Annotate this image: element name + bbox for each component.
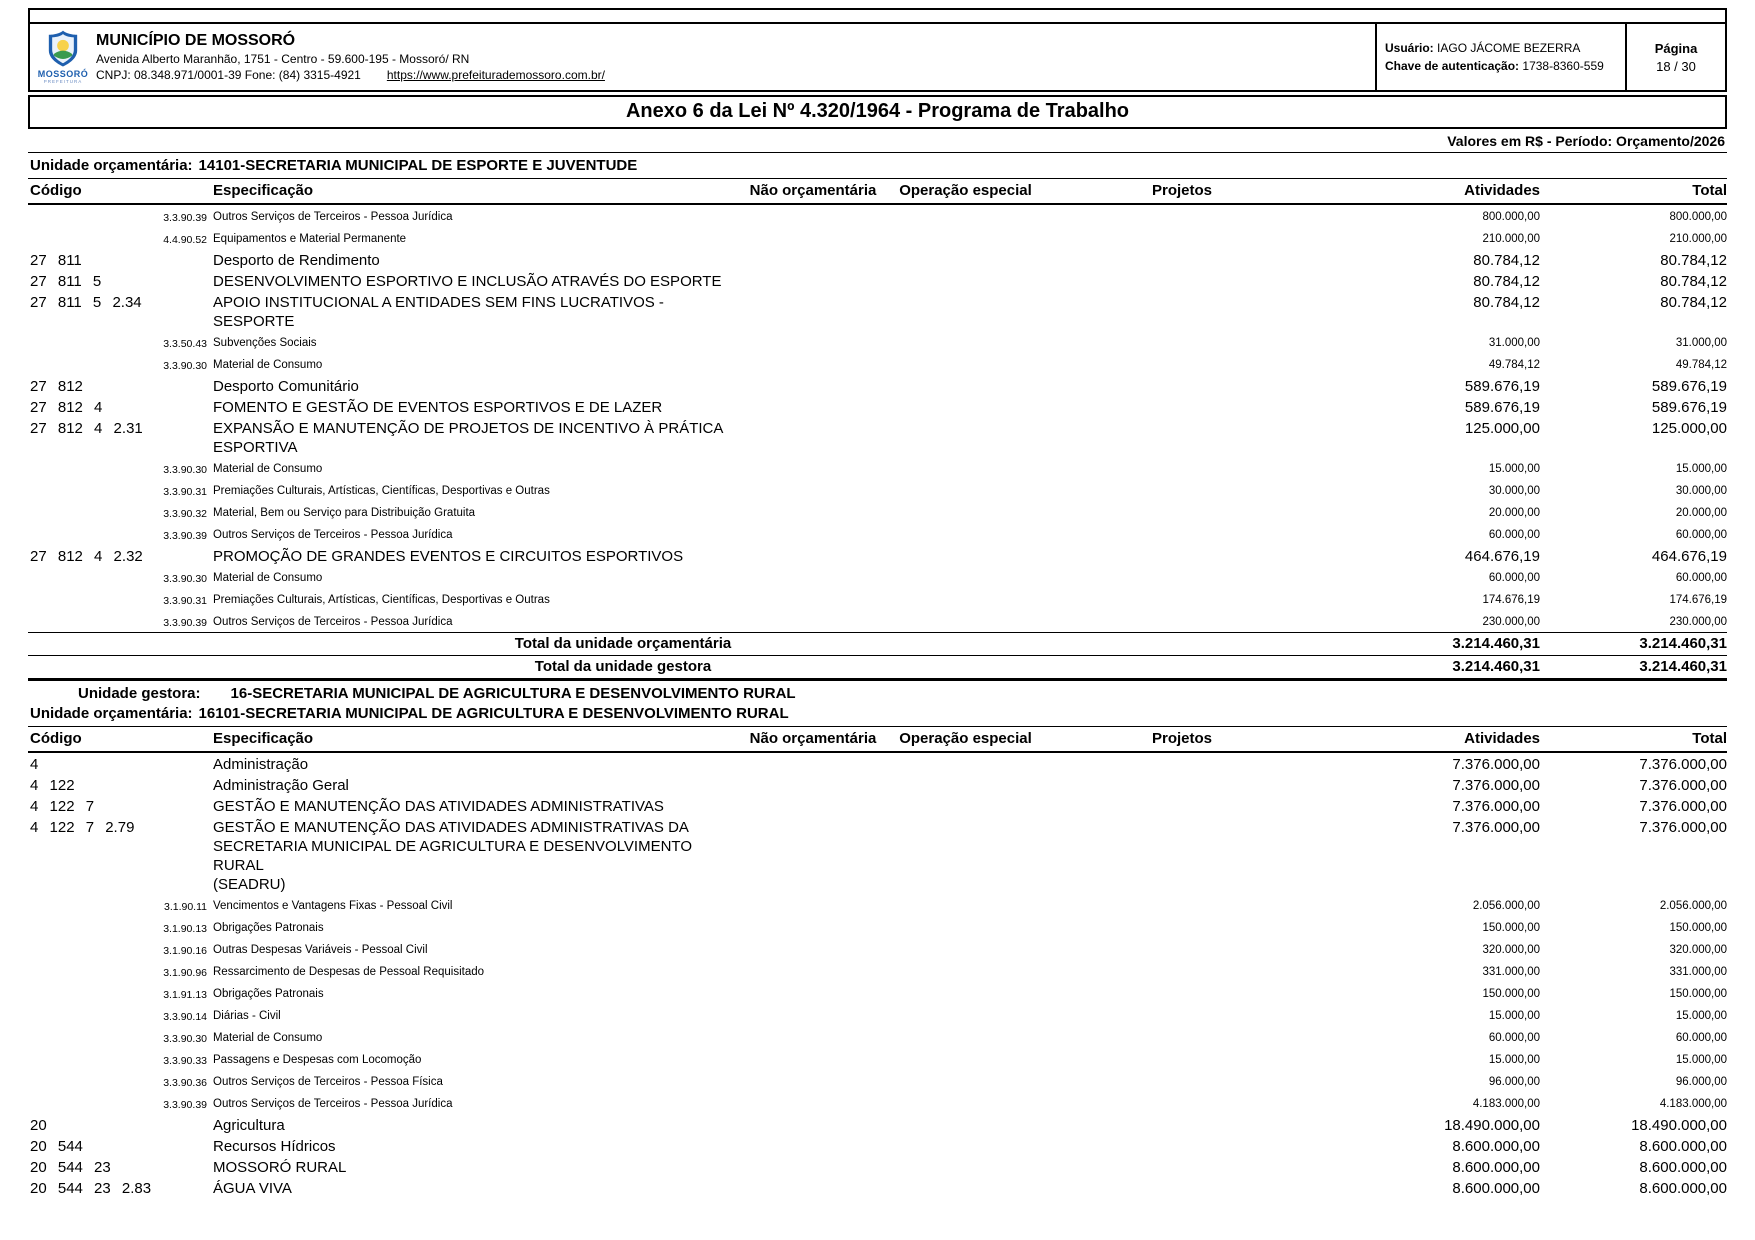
row-specification: Obrigações Patronais (213, 988, 324, 1000)
row-code: 3.3.90.36 (163, 1077, 207, 1089)
row-code: 3.3.90.31 (163, 595, 207, 607)
row-specification: GESTÃO E MANUTENÇÃO DAS ATIVIDADES ADMINISTRATIVAS (213, 798, 664, 815)
cell-total: 331.000,00 (1669, 966, 1727, 978)
column-header: Atividades (1464, 182, 1540, 199)
row-specification: Outros Serviços de Terceiros - Pessoa Física (213, 1076, 443, 1088)
column-header: Projetos (1151, 730, 1212, 747)
cell-atividades: 30.000,00 (1488, 485, 1540, 497)
website-link[interactable]: https://www.prefeiturademossoro.com.br/ (386, 68, 605, 82)
row-code: 3.3.90.30 (163, 360, 207, 372)
total-row-label: Total da unidade gestora (534, 658, 712, 675)
row-specification: Agricultura (213, 1117, 285, 1134)
row-code: 4 (30, 756, 39, 773)
cell-atividades: 230.000,00 (1482, 616, 1540, 628)
logo-wordmark: MOSSORÓ (37, 69, 89, 79)
row-code: 3.3.90.30 (163, 464, 207, 476)
table-row (28, 982, 1727, 1004)
cell-atividades: 4.183.000,00 (1472, 1098, 1540, 1110)
table-row (28, 227, 1727, 249)
total-total: 3.214.460,31 (1639, 658, 1727, 675)
row-specification: Outros Serviços de Terceiros - Pessoa Jurídica (213, 211, 453, 223)
row-code: 3.3.90.31 (163, 486, 207, 498)
row-code: 20 544 23 2.83 (30, 1180, 152, 1197)
table-row (28, 894, 1727, 916)
cell-total: 18.490.000,00 (1631, 1117, 1727, 1134)
table-row (28, 523, 1727, 545)
column-header: Projetos (1151, 182, 1212, 199)
cell-atividades: 96.000,00 (1488, 1076, 1540, 1088)
table-header-row (28, 179, 1727, 205)
row-code: 3.3.90.39 (163, 617, 207, 629)
cell-atividades: 7.376.000,00 (1452, 777, 1540, 794)
cell-atividades: 464.676,19 (1464, 548, 1540, 565)
table-row (28, 249, 1727, 270)
cell-atividades: 150.000,00 (1482, 988, 1540, 1000)
cell-total: 15.000,00 (1675, 1010, 1727, 1022)
cell-total: 589.676,19 (1651, 399, 1727, 416)
cell-atividades: 174.676,19 (1482, 594, 1540, 606)
table-header-row (28, 727, 1727, 753)
column-header: Não orçamentária (749, 182, 877, 199)
row-specification: APOIO INSTITUCIONAL A ENTIDADES SEM FINS LUCRATIVOS - SESPORTE (213, 294, 664, 330)
column-header: Atividades (1464, 730, 1540, 747)
total-row (28, 655, 1727, 681)
table-section (28, 153, 1727, 681)
cell-total: 210.000,00 (1669, 233, 1727, 245)
period-note: Valores em R$ - Período: Orçamento/2026 (28, 129, 1727, 153)
column-header: Código (30, 182, 82, 199)
row-code: 4 122 (30, 777, 75, 794)
cell-atividades: 210.000,00 (1482, 233, 1540, 245)
row-specification: Ressarcimento de Despesas de Pessoal Requisitado (213, 966, 485, 978)
row-specification: Subvenções Sociais (213, 337, 317, 349)
cell-atividades: 125.000,00 (1464, 420, 1540, 437)
table-row (28, 1114, 1727, 1135)
total-row-label: Total da unidade orçamentária (514, 635, 732, 652)
cell-total: 150.000,00 (1669, 988, 1727, 1000)
crest-icon (43, 29, 83, 69)
cell-atividades: 589.676,19 (1464, 378, 1540, 395)
page-number-block (1625, 24, 1725, 90)
row-code: 27 812 4 (30, 399, 103, 416)
cell-total: 464.676,19 (1651, 548, 1727, 565)
cell-total: 30.000,00 (1675, 485, 1727, 497)
unit-heading-label: Unidade orçamentária: (30, 157, 193, 174)
row-code: 3.1.91.13 (163, 989, 207, 1001)
table-row (28, 1156, 1727, 1177)
row-specification: GESTÃO E MANUTENÇÃO DAS ATIVIDADES ADMINISTRATIVAS DA SECRETARIA MUNICIPAL DE AGRICULTURA E DESENVOLVIMENTO RURAL (SEADRU) (213, 819, 692, 893)
cell-total: 2.056.000,00 (1659, 900, 1727, 912)
table-row (28, 479, 1727, 501)
cell-atividades: 331.000,00 (1482, 966, 1540, 978)
unit-heading-value: 16101-SECRETARIA MUNICIPAL DE AGRICULTURA E DESENVOLVIMENTO RURAL (198, 705, 789, 722)
cell-total: 60.000,00 (1675, 529, 1727, 541)
cell-atividades: 20.000,00 (1488, 507, 1540, 519)
user-line (1385, 41, 1617, 55)
cell-total: 8.600.000,00 (1639, 1138, 1727, 1155)
row-code: 20 544 (30, 1138, 83, 1155)
auth-key-value: 1738-8360-559 (1522, 59, 1604, 73)
row-specification: Material de Consumo (213, 359, 323, 371)
row-code: 3.3.50.43 (163, 338, 207, 350)
unit-heading-value: 16-SECRETARIA MUNICIPAL DE AGRICULTURA E DESENVOLVIMENTO RURAL (230, 685, 796, 702)
table-row (28, 795, 1727, 816)
user-info-block (1375, 24, 1625, 90)
table-row (28, 205, 1727, 227)
cell-total: 320.000,00 (1669, 944, 1727, 956)
row-specification: ÁGUA VIVA (213, 1180, 292, 1197)
table-row (28, 501, 1727, 523)
row-specification: Material de Consumo (213, 1032, 323, 1044)
row-specification: Vencimentos e Vantagens Fixas - Pessoal Civil (213, 900, 453, 912)
unit-heading-value: 14101-SECRETARIA MUNICIPAL DE ESPORTE E JUVENTUDE (198, 157, 638, 174)
row-code: 27 811 (30, 252, 82, 269)
table-row (28, 375, 1727, 396)
auth-key-label: Chave de autenticação: (1385, 59, 1520, 73)
cell-total: 20.000,00 (1675, 507, 1727, 519)
table-row (28, 1026, 1727, 1048)
table-row (28, 1177, 1727, 1198)
row-code: 4 122 7 (30, 798, 95, 815)
logo-subtext: PREFEITURA (43, 79, 83, 84)
row-specification: Desporto Comunitário (213, 378, 359, 395)
table-row (28, 396, 1727, 417)
row-specification: Recursos Hídricos (213, 1138, 336, 1155)
row-code: 27 811 5 (30, 273, 102, 290)
row-specification: Obrigações Patronais (213, 922, 324, 934)
row-specification: Material de Consumo (213, 572, 323, 584)
row-specification: Material, Bem ou Serviço para Distribuição Gratuita (213, 507, 476, 519)
cell-total: 80.784,12 (1660, 294, 1727, 311)
cell-atividades: 80.784,12 (1473, 294, 1540, 311)
unit-headings (28, 153, 1727, 179)
cell-total: 7.376.000,00 (1639, 798, 1727, 815)
cell-atividades: 150.000,00 (1482, 922, 1540, 934)
row-specification: Administração (213, 756, 309, 773)
total-atividades: 3.214.460,31 (1452, 658, 1540, 675)
cell-total: 80.784,12 (1660, 273, 1727, 290)
row-specification: PROMOÇÃO DE GRANDES EVENTOS E CIRCUITOS ESPORTIVOS (213, 548, 684, 565)
cell-total: 60.000,00 (1675, 572, 1727, 584)
total-row (28, 632, 1727, 655)
row-code: 3.3.90.39 (163, 530, 207, 542)
row-code: 3.1.90.96 (163, 967, 207, 979)
column-header: Especificação (213, 730, 314, 747)
cell-total: 60.000,00 (1675, 1032, 1727, 1044)
cell-atividades: 7.376.000,00 (1452, 756, 1540, 773)
row-specification: FOMENTO E GESTÃO DE EVENTOS ESPORTIVOS E DE LAZER (213, 399, 663, 416)
table-row (28, 610, 1727, 632)
row-specification: Outras Despesas Variáveis - Pessoal Civil (213, 944, 428, 956)
row-code: 3.3.90.39 (163, 1099, 207, 1111)
column-header: Total (1692, 182, 1727, 199)
cell-atividades: 8.600.000,00 (1452, 1159, 1540, 1176)
cnpj-phone-text: CNPJ: 08.348.971/0001-39 Fone: (84) 3315-4921 (96, 68, 361, 82)
cell-atividades: 80.784,12 (1473, 273, 1540, 290)
row-specification: Equipamentos e Material Permanente (213, 233, 407, 245)
table-row (28, 774, 1727, 795)
row-specification: Premiações Culturais, Artísticas, Científicas, Desportivas e Outras (213, 485, 550, 497)
row-specification: Passagens e Despesas com Locomoção (213, 1054, 422, 1066)
cell-total: 49.784,12 (1675, 359, 1727, 371)
cell-atividades: 31.000,00 (1488, 337, 1540, 349)
cell-total: 15.000,00 (1675, 1054, 1727, 1066)
row-specification: Diárias - Civil (213, 1010, 281, 1022)
row-specification: EXPANSÃO E MANUTENÇÃO DE PROJETOS DE INCENTIVO À PRÁTICA ESPORTIVA (213, 420, 724, 456)
cell-atividades: 320.000,00 (1482, 944, 1540, 956)
header-top-strip (30, 10, 1725, 24)
unit-heading (28, 704, 1727, 724)
row-code: 3.1.90.16 (163, 945, 207, 957)
row-code: 3.3.90.39 (163, 212, 207, 224)
table-row (28, 938, 1727, 960)
report-sections (28, 153, 1727, 1198)
unit-heading-label: Unidade orçamentária: (30, 705, 193, 722)
table-row (28, 916, 1727, 938)
report-title: Anexo 6 da Lei Nº 4.320/1964 - Programa de Trabalho (28, 95, 1727, 129)
row-specification: DESENVOLVIMENTO ESPORTIVO E INCLUSÃO ATRAVÉS DO ESPORTE (213, 273, 722, 290)
cell-total: 8.600.000,00 (1639, 1180, 1727, 1197)
municipality-cnpj-phone (96, 68, 605, 82)
row-code: 27 812 4 2.32 (30, 548, 143, 565)
unit-heading (28, 156, 1727, 176)
cell-atividades: 7.376.000,00 (1452, 798, 1540, 815)
row-code: 27 812 (30, 378, 83, 395)
cell-atividades: 589.676,19 (1464, 399, 1540, 416)
municipality-name: MUNICÍPIO DE MOSSORÓ (96, 32, 296, 49)
cell-total: 150.000,00 (1669, 922, 1727, 934)
row-code: 3.3.90.14 (163, 1011, 207, 1023)
table-row (28, 566, 1727, 588)
cell-total: 800.000,00 (1669, 211, 1727, 223)
row-code: 27 811 5 2.34 (30, 294, 142, 311)
mossoro-crest-logo (37, 29, 89, 85)
table-row (28, 753, 1727, 774)
cell-total: 589.676,19 (1651, 378, 1727, 395)
cell-total: 8.600.000,00 (1639, 1159, 1727, 1176)
row-code: 3.1.90.11 (163, 901, 207, 913)
table-row (28, 588, 1727, 610)
row-code: 3.3.90.33 (163, 1055, 207, 1067)
cell-atividades: 8.600.000,00 (1452, 1138, 1540, 1155)
table-row (28, 960, 1727, 982)
cell-atividades: 7.376.000,00 (1452, 819, 1540, 836)
row-code: 3.3.90.30 (163, 573, 207, 585)
cell-atividades: 49.784,12 (1488, 359, 1540, 371)
total-atividades: 3.214.460,31 (1452, 635, 1540, 652)
cell-atividades: 15.000,00 (1488, 463, 1540, 475)
cell-atividades: 8.600.000,00 (1452, 1180, 1540, 1197)
auth-line (1385, 59, 1617, 73)
cell-total: 7.376.000,00 (1639, 756, 1727, 773)
row-code: 27 812 4 2.31 (30, 420, 143, 437)
cell-total: 96.000,00 (1675, 1076, 1727, 1088)
column-header: Não orçamentária (749, 730, 877, 747)
column-header: Total (1692, 730, 1727, 747)
cell-total: 80.784,12 (1660, 252, 1727, 269)
row-specification: Premiações Culturais, Artísticas, Científicas, Desportivas e Outras (213, 594, 550, 606)
row-code: 3.3.90.30 (163, 1033, 207, 1045)
table-row (28, 816, 1727, 894)
page-value: 18 / 30 (1656, 58, 1696, 74)
table-row (28, 353, 1727, 375)
row-code: 20 (30, 1117, 47, 1134)
table-row (28, 417, 1727, 457)
table-row (28, 545, 1727, 566)
user-label: Usuário: (1385, 41, 1434, 55)
row-specification: Desporto de Rendimento (213, 252, 380, 269)
row-specification: MOSSORÓ RURAL (213, 1159, 347, 1176)
row-specification: Material de Consumo (213, 463, 323, 475)
table-row (28, 1048, 1727, 1070)
unit-headings (28, 681, 1727, 727)
table-row (28, 331, 1727, 353)
row-code: 3.1.90.13 (163, 923, 207, 935)
unit-heading-label: Unidade gestora: (78, 685, 201, 702)
cell-atividades: 15.000,00 (1488, 1054, 1540, 1066)
row-code: 3.3.90.32 (163, 508, 207, 520)
cell-atividades: 2.056.000,00 (1472, 900, 1540, 912)
row-specification: Administração Geral (213, 777, 349, 794)
cell-total: 7.376.000,00 (1639, 819, 1727, 836)
cell-atividades: 15.000,00 (1488, 1010, 1540, 1022)
cell-atividades: 60.000,00 (1488, 572, 1540, 584)
total-total: 3.214.460,31 (1639, 635, 1727, 652)
cell-atividades: 60.000,00 (1488, 1032, 1540, 1044)
cell-atividades: 18.490.000,00 (1444, 1117, 1540, 1134)
cell-total: 174.676,19 (1669, 594, 1727, 606)
row-code: 4.4.90.52 (163, 234, 207, 246)
row-specification: Outros Serviços de Terceiros - Pessoa Jurídica (213, 1098, 453, 1110)
table-row (28, 1092, 1727, 1114)
column-header: Operação especial (899, 182, 1032, 199)
cell-total: 15.000,00 (1675, 463, 1727, 475)
cell-total: 4.183.000,00 (1659, 1098, 1727, 1110)
column-header: Especificação (213, 182, 314, 199)
cell-total: 31.000,00 (1675, 337, 1727, 349)
row-code: 20 544 23 (30, 1159, 111, 1176)
unit-heading (28, 684, 1727, 704)
cell-atividades: 80.784,12 (1473, 252, 1540, 269)
document-header (28, 8, 1727, 92)
row-specification: Outros Serviços de Terceiros - Pessoa Jurídica (213, 616, 453, 628)
cell-atividades: 60.000,00 (1488, 529, 1540, 541)
municipality-address: Avenida Alberto Maranhão, 1751 - Centro - 59.600-195 - Mossoró/ RN (96, 52, 470, 66)
cell-total: 7.376.000,00 (1639, 777, 1727, 794)
table-row (28, 270, 1727, 291)
table-row (28, 457, 1727, 479)
column-header: Código (30, 730, 82, 747)
column-header: Operação especial (899, 730, 1032, 747)
table-row (28, 1004, 1727, 1026)
table-row (28, 291, 1727, 331)
page-label: Página (1654, 40, 1698, 56)
table-row (28, 1070, 1727, 1092)
cell-total: 230.000,00 (1669, 616, 1727, 628)
table-section (28, 681, 1727, 1198)
row-code: 4 122 7 2.79 (30, 819, 135, 836)
row-specification: Outros Serviços de Terceiros - Pessoa Jurídica (213, 529, 453, 541)
cell-atividades: 800.000,00 (1482, 211, 1540, 223)
cell-total: 125.000,00 (1651, 420, 1727, 437)
organization-block (30, 24, 1375, 90)
user-value: IAGO JÁCOME BEZERRA (1437, 41, 1581, 55)
table-row (28, 1135, 1727, 1156)
